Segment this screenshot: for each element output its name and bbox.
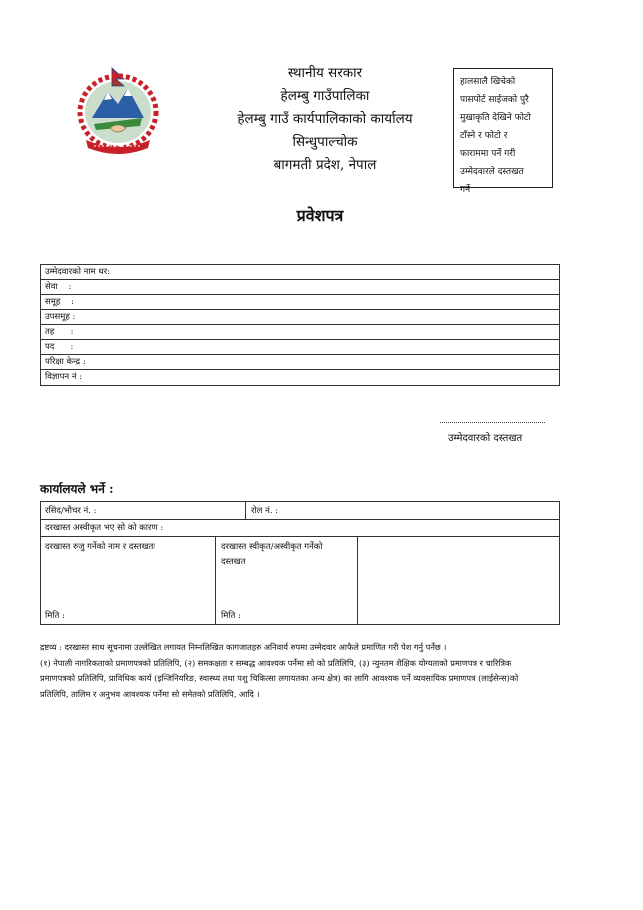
- field-separator: :: [54, 327, 74, 337]
- note-line-3: प्रमाणपत्रको प्रतिलिपि, प्राविधिक कार्य (इन्जिनियरिङ, स्वास्थ्य तथा पशु चिकित्सा लगायतका अन्य क्षेत्र) का लागि आवश्यक पर्ने व्यवसायिक प्रमाणपत्र (लाईसेन्स)को: [40, 673, 519, 683]
- field-label: उपसमूह: [45, 312, 70, 322]
- field-separator: :: [60, 297, 75, 307]
- field-label: सेवा: [45, 282, 58, 292]
- field-label: पद: [45, 342, 55, 352]
- photo-box: [453, 68, 553, 195]
- document-title: प्रवेशपत्र: [296, 206, 344, 225]
- header-line-3: हेलम्बु गाउँ कार्यपालिकाको कार्यालय: [237, 111, 413, 127]
- note-line-4: प्रतिलिपि, तालिम र अनुभव आवश्यक पर्नेमा सो समेतको प्रतिलिपि, आदि ।: [40, 688, 260, 699]
- registrar-label[interactable]: दरखास्त रुजु गर्नेको नाम र दस्तखतः: [45, 542, 156, 552]
- signature-line[interactable]: [440, 422, 545, 423]
- field-separator: :: [107, 267, 111, 277]
- field-separator: :: [57, 282, 72, 292]
- photo-box-line: पासपोर्ट साईजको पुरै: [460, 95, 529, 105]
- approver-label-cont: दस्तखत: [221, 557, 246, 567]
- photo-box-line: हालसालै खिचेको: [460, 77, 516, 87]
- photo-box-line: उम्मेदवारले दस्तखत: [460, 167, 524, 177]
- field-row-post[interactable]: [41, 340, 559, 355]
- field-separator: :: [69, 312, 76, 322]
- divider: [245, 502, 246, 519]
- field-row-exam-center[interactable]: [41, 355, 559, 370]
- signature-label: उम्मेदवारको दस्तखत: [448, 433, 523, 444]
- field-separator: :: [76, 372, 83, 382]
- applicant-info-table: [40, 264, 560, 386]
- notes-section: [40, 640, 562, 702]
- reject-reason-row[interactable]: [41, 520, 559, 537]
- date-label-approver[interactable]: मिति :: [221, 611, 241, 621]
- photo-box-line: मुखाकृति देखिने फोटो: [460, 113, 531, 123]
- field-row-service[interactable]: [41, 280, 559, 295]
- field-row-level[interactable]: [41, 325, 559, 340]
- receipt-number-label[interactable]: रसिद/भौचर नं. :: [45, 506, 97, 516]
- header-line-1: स्थानीय सरकार: [287, 65, 363, 81]
- field-label: तह: [45, 327, 55, 337]
- note-line-1: द्रष्टव्य : दरखास्त साथ सूचनामा उल्लेखित लगायत निम्नलिखित कागजातहरु अनिवार्य रुपमा उम्मेदवार आफैले प्रमाणित गरी पेश गर्नु पर्नेछ ।: [40, 642, 447, 652]
- office-use-heading: कार्यालयले भर्ने :: [40, 482, 114, 496]
- photo-box-line: गर्ने: [460, 185, 471, 195]
- reject-reason-label: दरखास्त अस्वीकृत भए सो को कारण :: [45, 523, 164, 533]
- field-label: समूह: [45, 297, 61, 307]
- receipt-row: [41, 502, 559, 520]
- date-label-registrar[interactable]: मिति :: [45, 611, 65, 621]
- field-label: परिक्षा केन्द्र: [45, 357, 81, 367]
- field-row-group[interactable]: [41, 295, 559, 310]
- office-use-table: [40, 501, 560, 625]
- field-row-advertisement-no[interactable]: [41, 370, 559, 385]
- roll-number-label[interactable]: रोल नं. :: [251, 506, 279, 516]
- note-line-2: (१) नेपाली नागरिकताको प्रमाणपत्रको प्रतिलिपि, (२) समकक्षता र सम्बद्ध आवश्यक पर्नेमा सो को प्रतिलिपि, (३) न्युनतम शैक्षिक योग्यताको प्रमाणपत्र र चारित्रिक: [40, 657, 512, 668]
- field-label: विज्ञापन नं: [45, 372, 77, 382]
- photo-box-line: टाँस्ने र फोटो र: [460, 131, 508, 141]
- field-label: उम्मेदवारको नाम थर: [45, 267, 108, 277]
- approver-label[interactable]: दरखास्त स्वीकृत/अस्वीकृत गर्नेको: [221, 542, 323, 552]
- field-separator: :: [54, 342, 74, 352]
- field-row-subgroup[interactable]: [41, 310, 559, 325]
- divider: [357, 537, 358, 625]
- header-line-2: हेलम्बु गाउँपालिका: [280, 88, 370, 104]
- field-separator: :: [80, 357, 86, 367]
- office-header: [200, 62, 450, 177]
- photo-box-line: फाराममा पर्ने गरी: [460, 149, 516, 159]
- header-line-4: सिन्धुपाल्चोक: [292, 134, 358, 150]
- header-line-5: बागमती प्रदेश, नेपाल: [273, 157, 377, 173]
- field-row-name[interactable]: [41, 265, 559, 280]
- divider: [215, 537, 216, 625]
- nepal-emblem-icon: [72, 66, 164, 158]
